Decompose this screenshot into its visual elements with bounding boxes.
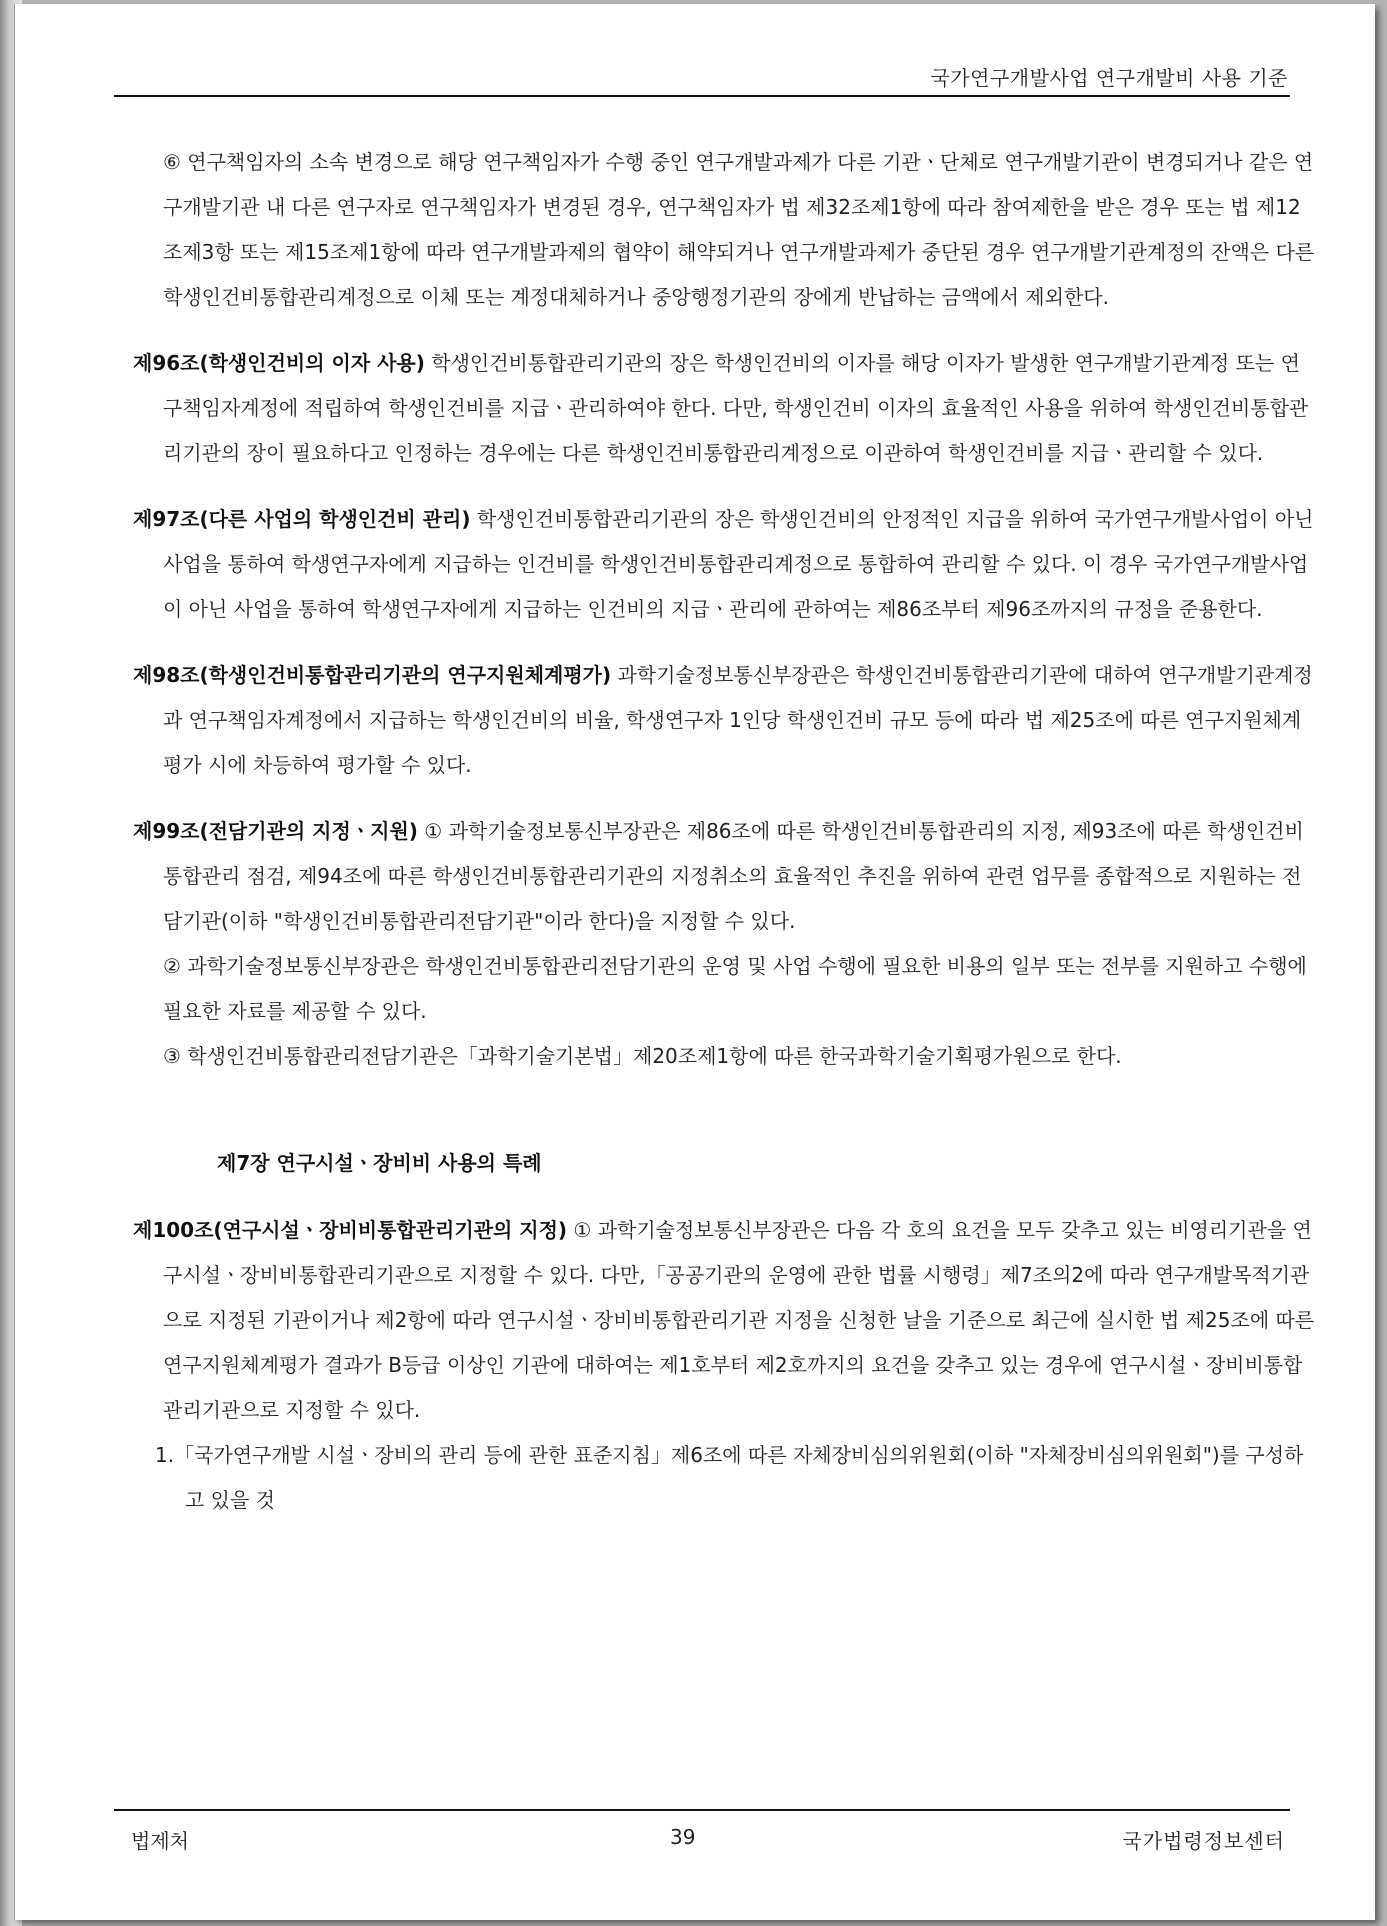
- article-100-title: 제100조(연구시설ㆍ장비비통합관리기관의 지정): [133, 1218, 568, 1242]
- paragraph-6: ⑥ 연구책임자의 소속 변경으로 해당 연구책임자가 수행 중인 연구개발과제가 다른 기관ㆍ단체로 연구개발기관이 변경되거나 같은 연구개발기관 내 다른 연구자로 연구책임자가 변경된 경우, 연구책임자가 법 제32조제1항에 따라 참여제한을 받은 경우 또는 법 제12조제3항 또는 제15조제1항에 따라 연구개발과제의 협약이 해약되거나 연구개발과제가 중단된 경우 연구개발기관계정의 잔액은 다른 학생인건비통합관리계정으로 이체 또는 계정대체하거나 중앙행정기관의 장에게 반납하는 금액에서 제외한다.: [163, 150, 1315, 309]
- footer-publisher: 법제처: [131, 1829, 189, 1853]
- document-body: [133, 140, 1319, 1523]
- chapter-7-heading: 제7장 연구시설ㆍ장비비 사용의 특례: [217, 1151, 542, 1175]
- footer-rule: [114, 1809, 1290, 1811]
- article-96-text: 학생인건비통합관리기관의 장은 학생인건비의 이자를 해당 이자가 발생한 연구개발기관계정 또는 연구책임자계정에 적립하여 학생인건비를 지급ㆍ관리하여야 한다. 다만, 학생인건비 이자의 효율적인 사용을 위하여 학생인건비통합관리기관의 장이 필요하다고 인정하는 경우에는 다른 학생인건비통합관리계정으로 이관하여 학생인건비를 지급ㆍ관리할 수 있다.: [163, 351, 1309, 465]
- article-98-text: 과학기술정보통신부장관은 학생인건비통합관리기관에 대하여 연구개발기관계정과 연구책임자계정에서 지급하는 학생인건비의 비율, 학생연구자 1인당 학생인건비 규모 등에 따라 법 제25조에 따른 연구지원체계평가 시에 차등하여 평가할 수 있다.: [163, 663, 1313, 777]
- article-99-text: ① 과학기술정보통신부장관은 제86조에 따른 학생인건비통합관리의 지정, 제93조에 따른 학생인건비통합관리 점검, 제94조에 따른 학생인건비통합관리기관의 지정취소의 효율적인 추진을 위하여 관련 업무를 종합적으로 지원하는 전담기관(이하 "학생인건비통합관리전담기관"이라 한다)을 지정할 수 있다.: [163, 819, 1304, 933]
- article-100-text: ① 과학기술정보통신부장관은 다음 각 호의 요건을 모두 갖추고 있는 비영리기관을 연구시설ㆍ장비비통합관리기관으로 지정할 수 있다. 다만,「공공기관의 운영에 관한 법률 시행령」제7조의2에 따라 연구개발목적기관으로 지정된 기관이거나 제2항에 따라 연구시설ㆍ장비비통합관리기관 지정을 신청한 날을 기준으로 최근에 실시한 법 제25조에 따른 연구지원체계평가 결과가 B등급 이상인 기관에 대하여는 제1호부터 제2호까지의 요건을 갖추고 있는 경우에 연구시설ㆍ장비비통합관리기관으로 지정할 수 있다.: [163, 1218, 1315, 1422]
- document-page: [14, 4, 1375, 1920]
- article-97-text: 학생인건비통합관리기관의 장은 학생인건비의 안정적인 지급을 위하여 국가연구개발사업이 아닌 사업을 통하여 학생연구자에게 지급하는 인건비를 학생인건비통합관리계정으로 통합하여 관리할 수 있다. 이 경우 국가연구개발사업이 아닌 사업을 통하여 학생연구자에게 지급하는 인건비의 지급ㆍ관리에 관하여는 제86조부터 제96조까지의 규정을 준용한다.: [163, 507, 1314, 621]
- page-number: 39: [670, 1825, 696, 1849]
- article-99-paragraph-3: ③ 학생인건비통합관리전담기관은「과학기술기본법」제20조제1항에 따른 한국과학기술기획평가원으로 한다.: [163, 1044, 1122, 1068]
- article-96: [133, 341, 1319, 476]
- article-98-title: 제98조(학생인건비통합관리기관의 연구지원체계평가): [133, 663, 612, 687]
- article-100: [133, 1208, 1319, 1433]
- article-99-paragraph-2: ② 과학기술정보통신부장관은 학생인건비통합관리전담기관의 운영 및 사업 수행에 필요한 비용의 일부 또는 전부를 지원하고 수행에 필요한 자료를 제공할 수 있다.: [163, 954, 1307, 1023]
- article-97: [133, 497, 1319, 632]
- footer-source: 국가법령정보센터: [1122, 1829, 1285, 1853]
- article-99: [133, 809, 1319, 944]
- article-98: [133, 653, 1319, 788]
- article-100-item-1: 1.「국가연구개발 시설ㆍ장비의 관리 등에 관한 표준지침」제6조에 따른 자체장비심의위원회(이하 "자체장비심의위원회")를 구성하고 있을 것: [155, 1443, 1304, 1512]
- article-99-title: 제99조(전담기관의 지정ㆍ지원): [133, 819, 418, 843]
- article-97-title: 제97조(다른 사업의 학생인건비 관리): [133, 507, 471, 531]
- header-title: 국가연구개발사업 연구개발비 사용 기준: [930, 66, 1288, 90]
- article-96-title: 제96조(학생인건비의 이자 사용): [133, 351, 425, 375]
- header-rule: [114, 95, 1290, 97]
